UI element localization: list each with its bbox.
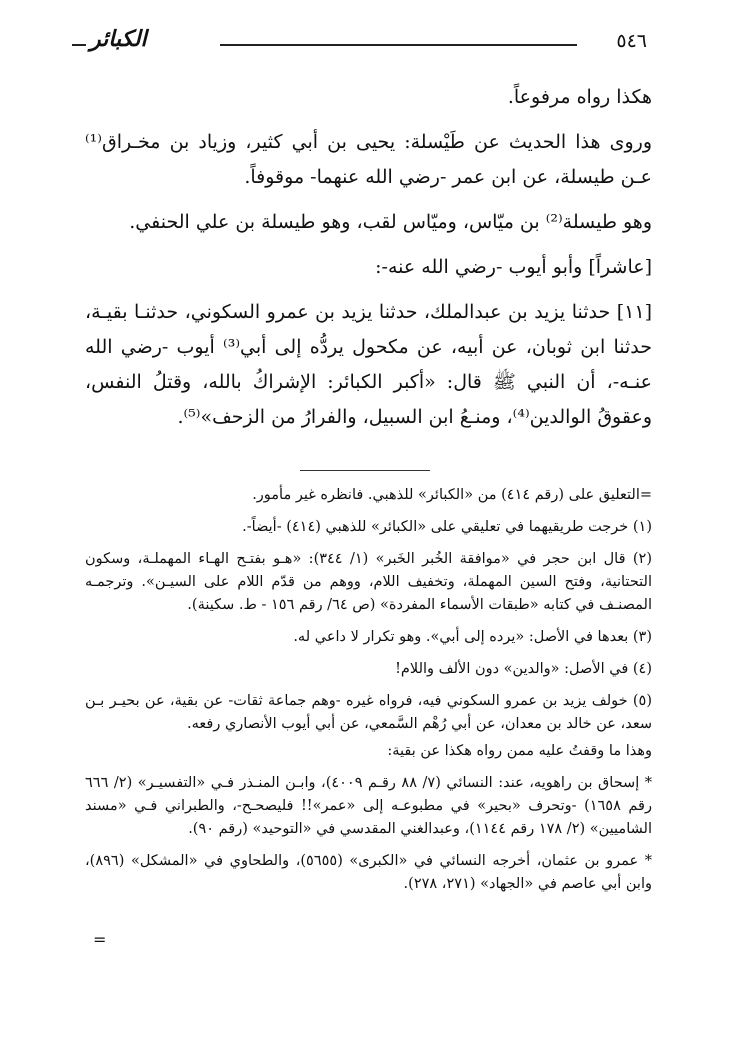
footnote-5-item: * عمرو بن عثمان، أخرجه النسائي في «الكبرى» (٥٦٥٥)، والطحاوي في «المشكل» (٨٩٦)، وابن أبي عاصم في «الجهاد» (٢٧١، ٢٧٨).	[85, 853, 652, 892]
paragraph: وروى هذا الحديث عن طَيْسلة: يحيى بن أبي كثير، وزياد بن مخـراق⁽¹⁾ عـن طيسلة، عن ابن عمر -رضي الله عنهما- موقوفاً.	[85, 131, 652, 188]
footnote-5: (٥) خولف يزيد بن عمرو السكوني فيه، فرواه غيره -وهم جماعة ثقات- عن بقية، عن بحيـر بـن سعد، عن خالد بن معدان، عن أبي رُهْم السَّمعي، عن أبي أيوب الأنصاري رفعه.	[85, 693, 652, 732]
section-heading: [عاشراً] وأبو أيوب -رضي الله عنه-:	[375, 256, 652, 278]
footnote-2: (٢) قال ابن حجر في «موافقة الخُبر الخَبر» (١/ ٣٤٤): «هـو بفتـح الهـاء المهملـة، وسكون التحتانية، وفتح السين المهملة، وتخفيف اللام، ووهم من قدّم اللام على السيـن». وترجمـه المصنـف في كتابه «طبقات الأسماء المفردة» (ص ٦٤/ رقم ١٥٦ - ط. سكينة).	[85, 551, 653, 613]
page-header	[90, 26, 647, 60]
main-text	[85, 80, 652, 445]
footnotes	[85, 484, 652, 905]
header-rule	[220, 44, 577, 46]
page-number: ٥٤٦	[616, 30, 647, 52]
footnote-4: (٤) في الأصل: «والدين» دون الألف واللام!	[395, 661, 652, 677]
continuation-mark: =	[93, 930, 107, 949]
paragraph: وهو طيسلة⁽²⁾ بن ميّاس، وميّاس لقب، وهو طيسلة بن علي الحنفي.	[129, 211, 652, 233]
footnote-3: (٣) بعدها في الأصل: «يرده إلى أبي». وهو تكرار لا داعي له.	[293, 629, 652, 645]
title-dash	[72, 44, 86, 46]
hadith-paragraph: [١١] حدثنا يزيد بن عبدالملك، حدثنا يزيد بن عمرو السكوني، حدثنـا بقيـة، حدثنا ابن ثوبان، عن أبيه، عن مكحول يردُّه إلى أبي⁽³⁾ أيوب -رضي الله عنـه-، أن النبي ﷺ قال: «أكبر الكبائر: الإشراكُ بالله، وقتلُ النفس، وعقوقُ الوالدين⁽⁴⁾، ومنـعُ ابن السبيل، والفرارُ من الزحف»⁽⁵⁾.	[85, 301, 652, 428]
footnote-5-note: وهذا ما وقفتُ عليه ممن رواه هكذا عن بقية:	[387, 743, 652, 759]
footnote-1: (١) خرجت طريقيهما في تعليقي على «الكبائر» للذهبي (٤١٤) -أيضاً-.	[242, 519, 652, 535]
footnote-separator	[300, 470, 430, 471]
footnote-5-item: * إسحاق بن راهويه، عند: النسائي (٧/ ٨٨ رقـم ٤٠٠٩)، وابـن المنـذر فـي «التفسيـر» (٢/ ٦٦٦ رقم ١٦٥٨) -وتحرف «بحير» في مطبوعـه إلى «عمر»!! فليصحـح-، والطبراني فـي «مسند الشاميين» (٢/ ١٧٨ رقم ١١٤٤)، وعبدالغني المقدسي في «التوحيد» (رقم ٩٠).	[85, 775, 653, 837]
book-title: الكبائر	[90, 26, 147, 52]
paragraph: هكذا رواه مرفوعاً.	[507, 86, 652, 108]
footnote-continuation: =التعليق على (رقم ٤١٤) من «الكبائر» للذهبي. فانظره غير مأمور.	[252, 487, 652, 503]
